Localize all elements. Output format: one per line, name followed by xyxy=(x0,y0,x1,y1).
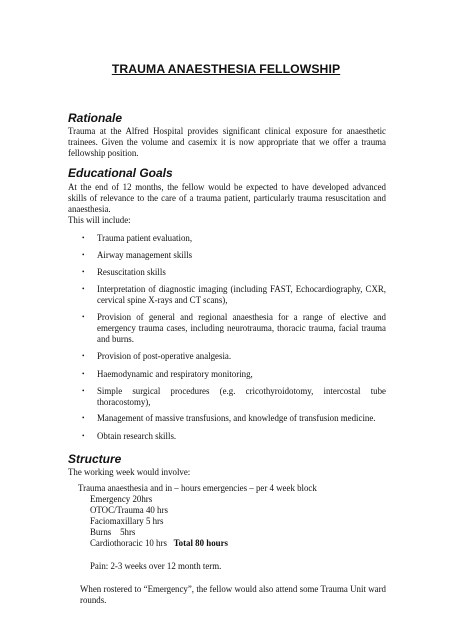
list-item-text: Management of massive transfusions, and knowledge of transfusion medicine. xyxy=(97,413,376,423)
bullet-icon: • xyxy=(82,387,85,395)
list-item-text: Simple surgical procedures (e.g. cricothyroidotomy, intercostal tube thoracostomy), xyxy=(97,386,386,407)
bullet-icon: • xyxy=(82,432,85,440)
rationale-heading: Rationale xyxy=(68,111,123,125)
bullet-icon: • xyxy=(82,285,85,293)
schedule-item: OTOC/Trauma 40 hrs xyxy=(90,505,168,515)
cardiothoracic-line xyxy=(90,538,228,549)
list-item-text: Obtain research skills. xyxy=(97,431,177,441)
schedule-item: Faciomaxillary 5 hrs xyxy=(90,516,164,526)
list-item xyxy=(82,431,386,442)
list-item xyxy=(82,233,386,244)
page-title: TRAUMA ANAESTHESIA FELLOWSHIP xyxy=(111,62,341,76)
rationale-text: Trauma at the Alfred Hospital provides significant clinical exposure for anaesthetic trainees. Given the volume and casemix it is now appropriate that we offer a trauma fellowship position. xyxy=(68,126,386,158)
closing-text: When rostered to “Emergency”, the fellow would also attend some Trauma Unit ward rounds. xyxy=(80,584,386,605)
list-item xyxy=(82,250,386,261)
list-item xyxy=(82,351,386,362)
include-label: This will include: xyxy=(68,215,131,225)
structure-heading: Structure xyxy=(68,452,122,466)
list-item-text: Resuscitation skills xyxy=(97,267,166,277)
list-item xyxy=(82,284,386,306)
list-item xyxy=(82,312,386,345)
list-item-text: Haemodynamic and respiratory monitoring, xyxy=(97,369,253,379)
list-item xyxy=(82,413,386,424)
structure-intro: The working week would involve: xyxy=(68,467,191,477)
list-item-text: Provision of general and regional anaesthesia for a range of elective and emergency trauma cases, including neurotrauma, thoracic trauma, facial trauma and burns. xyxy=(97,312,386,344)
list-item-text: Trauma patient evaluation, xyxy=(97,233,193,243)
list-item-text: Interpretation of diagnostic imaging (including FAST, Echocardiography, CXR, cervical spine X-rays and CT scans), xyxy=(97,284,386,305)
list-item xyxy=(82,267,386,278)
list-item xyxy=(82,369,386,380)
list-item-text: Airway management skills xyxy=(97,250,193,260)
educational-goals-text: At the end of 12 months, the fellow would be expected to have developed advanced skills of relevance to the care of a trauma patient, particularly trauma resuscitation and anaesthesia. xyxy=(68,182,386,214)
schedule-item: Burns 5hrs xyxy=(90,527,136,537)
educational-goals-heading: Educational Goals xyxy=(68,166,173,180)
total-hours: Total 80 hours xyxy=(173,538,228,548)
schedule-item: Emergency 20hrs xyxy=(90,494,153,504)
list-item-text: Provision of post-operative analgesia. xyxy=(97,351,232,361)
cardiothoracic-label: Cardiothoracic 10 hrs xyxy=(90,538,167,548)
bullet-icon: • xyxy=(82,234,85,242)
bullet-icon: • xyxy=(82,414,85,422)
bullet-icon: • xyxy=(82,352,85,360)
block-line: Trauma anaesthesia and in – hours emergencies – per 4 week block xyxy=(78,483,317,493)
bullet-icon: • xyxy=(82,251,85,259)
bullet-icon: • xyxy=(82,268,85,276)
list-item xyxy=(82,386,386,408)
pain-line: Pain: 2-3 weeks over 12 month term. xyxy=(90,561,222,571)
bullet-icon: • xyxy=(82,313,85,321)
bullet-icon: • xyxy=(82,370,85,378)
